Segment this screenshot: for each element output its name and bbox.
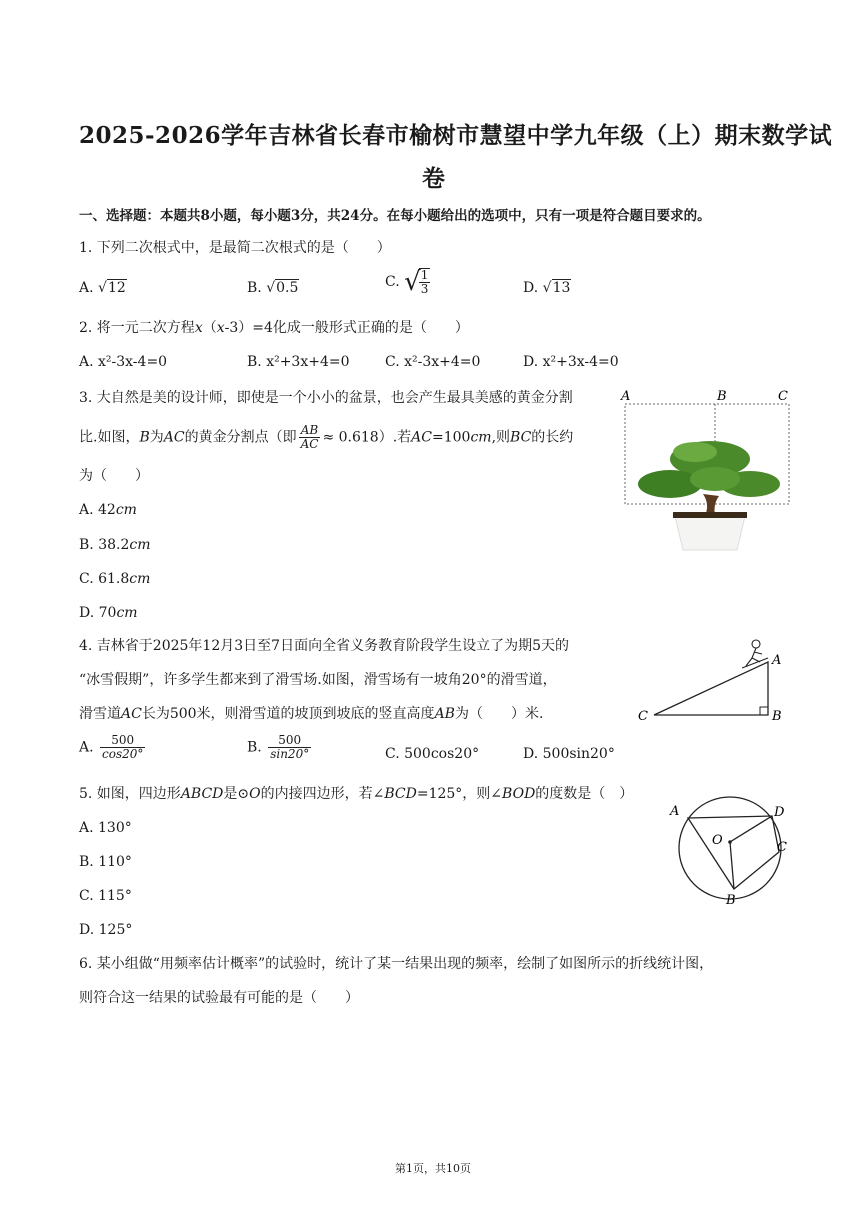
q1-b-letter: B. — [247, 280, 262, 296]
q1-option-a — [79, 278, 127, 298]
option-text: A. 42 — [79, 502, 116, 518]
option-text: C. 61.8 — [79, 571, 130, 587]
radii-od-ob — [730, 816, 772, 889]
q1-option-d — [523, 278, 571, 298]
q2-option-b: B. x²+3x+4=0 — [247, 354, 350, 370]
q3-option-b — [79, 535, 151, 555]
q4-line3 — [79, 704, 543, 724]
q1-a-letter: A. — [79, 280, 94, 296]
sqrt-symbol: √12 — [98, 280, 126, 296]
slope-triangle — [654, 662, 768, 715]
paren: （ — [202, 320, 217, 336]
q2-stem-text-end: -3）=4化成一般形式正确的是（ ） — [224, 320, 469, 336]
page-title: 2025-2026学年吉林省长春市榆树市慧望中学九年级（上）期末数学试 — [79, 122, 833, 149]
q2-option-a: A. x²-3x-4=0 — [79, 354, 168, 370]
tree-foliage — [638, 441, 780, 498]
text: 的长约 — [531, 429, 574, 446]
circle-figure — [662, 796, 792, 912]
q1-option-c — [385, 268, 432, 296]
fraction-numerator: AB — [299, 424, 321, 438]
quad-abcd: ABCD — [180, 786, 224, 802]
q3-option-d — [79, 603, 138, 623]
q4-b-fraction — [268, 734, 311, 761]
q2-stem — [79, 318, 469, 338]
q1-c-letter: C. — [385, 274, 400, 290]
value: =100 — [431, 429, 471, 446]
unit: cm — [129, 571, 151, 587]
q1-stem: 1. 下列二次根式中，是最简二次根式的是（ ） — [79, 240, 391, 256]
bonsai-figure — [615, 384, 795, 556]
text: 比.如图， — [79, 429, 140, 446]
angle-bcd: BCD — [384, 786, 417, 802]
unit: cm — [115, 502, 137, 518]
option-text: D. 70 — [79, 605, 117, 621]
segment-ac: AC — [121, 706, 142, 722]
flower-pot — [675, 516, 745, 550]
q4-line1: 4. 吉林省于2025年12月3日至7日面向全省义务教育阶段学生设立了为期5天的 — [79, 638, 569, 654]
text: =125°，则∠ — [416, 786, 503, 802]
fraction-denominator: cos20° — [102, 747, 144, 761]
q4-option-a — [79, 734, 147, 761]
fraction-denominator: 3 — [420, 282, 429, 296]
q3-line2 — [79, 424, 573, 451]
approx-value: ≈ 0.618 — [322, 429, 379, 446]
text: 5. 如图，四边形 — [79, 786, 181, 802]
q5-option-b: B. 110° — [79, 854, 132, 870]
variable-x: x — [194, 320, 203, 336]
ratio-fraction — [299, 424, 321, 451]
section-heading: 一、选择题：本题共8小题，每小题3分，共24分。在每小题给出的选项中，只有一项是符合题目要求的。 — [79, 208, 711, 224]
q3-option-c — [79, 569, 150, 589]
q3-option-a — [79, 500, 137, 520]
unit: cm — [129, 537, 151, 553]
text: 滑雪道 — [79, 706, 121, 722]
fraction-denominator: sin20° — [270, 747, 310, 761]
label-c: C — [638, 709, 648, 724]
segment-ab: AB — [434, 706, 455, 722]
option-letter: A. — [79, 739, 94, 756]
right-angle-mark — [760, 707, 768, 715]
q6-line2: 则符合这一结果的试验最有可能的是（ ） — [79, 990, 359, 1006]
segment-ac: AC — [411, 429, 432, 446]
ski-slope-figure — [632, 632, 792, 727]
fraction-numerator: 500 — [100, 734, 145, 748]
q4-option-d: D. 500sin20° — [523, 746, 615, 762]
pot-soil — [673, 512, 747, 518]
label-c: C — [778, 389, 788, 404]
q5-option-c: C. 115° — [79, 888, 132, 904]
q1-a-radicand: 12 — [107, 280, 126, 296]
q3-line3: 为（ ） — [79, 468, 149, 484]
label-b: B — [717, 389, 727, 404]
q6-line1: 6. 某小组做“用频率估计概率”的试验时，统计了某一结果出现的频率，绘制了如图所示的折线统计图， — [79, 956, 714, 972]
q2-stem-text: 2. 将一元二次方程 — [79, 320, 195, 336]
page-title-continued: 卷 — [422, 165, 446, 192]
option-letter: B. — [247, 739, 262, 756]
q3-line1: 3. 大自然是美的设计师，即使是一个小小的盆景，也会产生最具美感的黄金分割 — [79, 390, 573, 406]
point-b: B — [139, 429, 150, 446]
text: ,则 — [491, 429, 511, 446]
unit: cm — [470, 429, 492, 446]
q5-stem — [79, 784, 633, 804]
segment-bc: BC — [510, 429, 532, 446]
sqrt-symbol: √0.5 — [266, 280, 299, 296]
center-o: O — [249, 786, 261, 802]
q4-a-fraction — [100, 734, 145, 761]
text: 的黄金分割点（即 — [184, 429, 297, 446]
q4-option-c: C. 500cos20° — [385, 746, 480, 762]
q1-option-b — [247, 278, 299, 298]
unit: cm — [116, 605, 138, 621]
label-o: O — [712, 833, 723, 848]
sqrt-symbol: √13 — [542, 280, 571, 296]
text: 的度数是（ ） — [535, 786, 634, 802]
q1-d-radicand: 13 — [552, 280, 571, 296]
q2-option-c: C. x²-3x+4=0 — [385, 354, 481, 370]
label-b: B — [726, 893, 736, 908]
q2-option-d: D. x²+3x-4=0 — [523, 354, 619, 370]
label-b: B — [772, 709, 782, 724]
label-a: A — [670, 804, 680, 819]
q4-option-b — [247, 734, 313, 761]
text: 为（ ）米. — [454, 706, 544, 722]
sqrt-symbol: √ — [404, 267, 421, 297]
fraction-numerator: 1 — [420, 268, 429, 282]
fraction-denominator: AC — [300, 437, 319, 451]
page-number: 第1页，共10页 — [395, 1162, 471, 1175]
text: ）.若 — [378, 429, 412, 446]
segment-ac: AC — [163, 429, 185, 446]
label-a: A — [772, 653, 782, 668]
center-point — [728, 840, 732, 844]
label-a: A — [621, 389, 631, 404]
q5-option-d: D. 125° — [79, 922, 133, 938]
fraction-numerator: 500 — [268, 734, 311, 748]
variable-x: x — [216, 320, 225, 336]
q1-b-radicand: 0.5 — [276, 280, 299, 296]
q1-d-letter: D. — [523, 280, 539, 296]
text: 是⊙ — [223, 786, 250, 802]
q1-c-fraction — [419, 268, 431, 296]
option-text: B. 38.2 — [79, 537, 130, 553]
text: 的内接四边形，若∠ — [260, 786, 385, 802]
angle-bod: BOD — [502, 786, 536, 802]
label-c: C — [777, 840, 787, 855]
text: 长为500米，则滑雪道的坡顶到坡底的竖直高度 — [141, 706, 435, 722]
label-d: D — [774, 805, 785, 820]
q4-line2: “冰雪假期”，许多学生都来到了滑雪场.如图，滑雪场有一坡角20°的滑雪道， — [79, 672, 557, 688]
q5-option-a: A. 130° — [79, 820, 132, 836]
text: 为 — [149, 429, 164, 446]
